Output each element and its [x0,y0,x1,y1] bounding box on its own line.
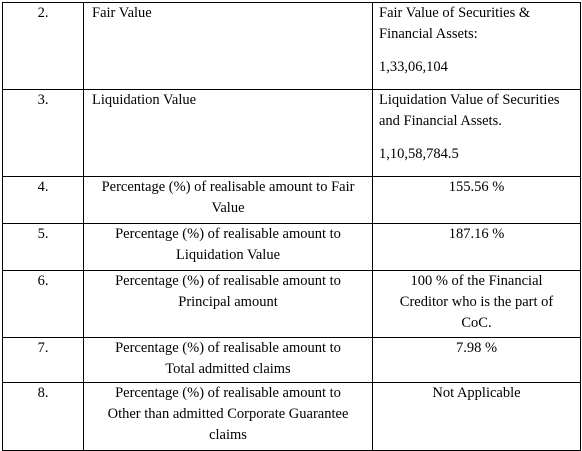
table-row [3,90,581,177]
description-line: Other than admitted Corporate Guarantee [107,406,349,422]
value-line: Financial Assets: [379,26,478,42]
description-line: Total admitted claims [165,361,291,377]
row-value [373,3,581,90]
value-line: 155.56 % [448,179,505,195]
row-value [373,177,581,224]
description-line: Fair Value [92,5,152,21]
row-number-text: 5. [37,226,49,242]
row-number [3,224,84,271]
description-line: Percentage (%) of realisable amount to [115,385,341,401]
description-line: Liquidation Value [175,247,281,263]
value-line: and Financial Assets. [379,113,502,129]
table-row [3,271,581,338]
value-amount: 1,33,06,104 [379,59,448,75]
value-line: 100 % of the Financial [410,273,543,289]
row-number-text: 8. [37,385,49,401]
description-line: Principal amount [178,294,278,310]
value-line: 187.16 % [448,226,505,242]
table-row [3,3,581,90]
row-number [3,177,84,224]
value-amount: 1,10,58,784.5 [379,146,459,162]
value-line: 7.98 % [455,340,498,356]
row-number [3,338,84,383]
row-number [3,90,84,177]
row-value [373,90,581,177]
table-row [3,383,581,451]
description-line: Percentage (%) of realisable amount to [115,340,341,356]
value-line: Not Applicable [432,385,521,401]
row-number-text: 3. [37,92,49,108]
value-line: Fair Value of Securities & [379,5,531,21]
row-value [373,224,581,271]
value-line: Creditor who is the part of [399,294,554,310]
row-description [84,271,373,338]
row-value [373,338,581,383]
table-row [3,224,581,271]
row-number-text: 7. [37,340,49,356]
row-description [84,3,373,90]
table-row [3,338,581,383]
row-description [84,383,373,451]
description-line: Percentage (%) of realisable amount to [115,226,341,242]
row-description [84,224,373,271]
valuation-table [2,2,581,451]
description-line: Liquidation Value [92,92,197,108]
row-number [3,383,84,451]
row-description [84,338,373,383]
row-number-text: 6. [37,273,49,289]
row-value [373,383,581,451]
description-line: Value [211,200,245,216]
value-line: Liquidation Value of Securities [379,92,560,108]
description-line: claims [209,427,247,443]
value-line: CoC. [461,315,492,331]
row-description [84,90,373,177]
row-number [3,271,84,338]
row-number [3,3,84,90]
description-line: Percentage (%) of realisable amount to [115,273,341,289]
description-line: Percentage (%) of realisable amount to Fair [101,179,355,195]
row-number-text: 4. [37,179,49,195]
row-number-text: 2. [37,5,49,21]
row-value [373,271,581,338]
row-description [84,177,373,224]
table-row [3,177,581,224]
